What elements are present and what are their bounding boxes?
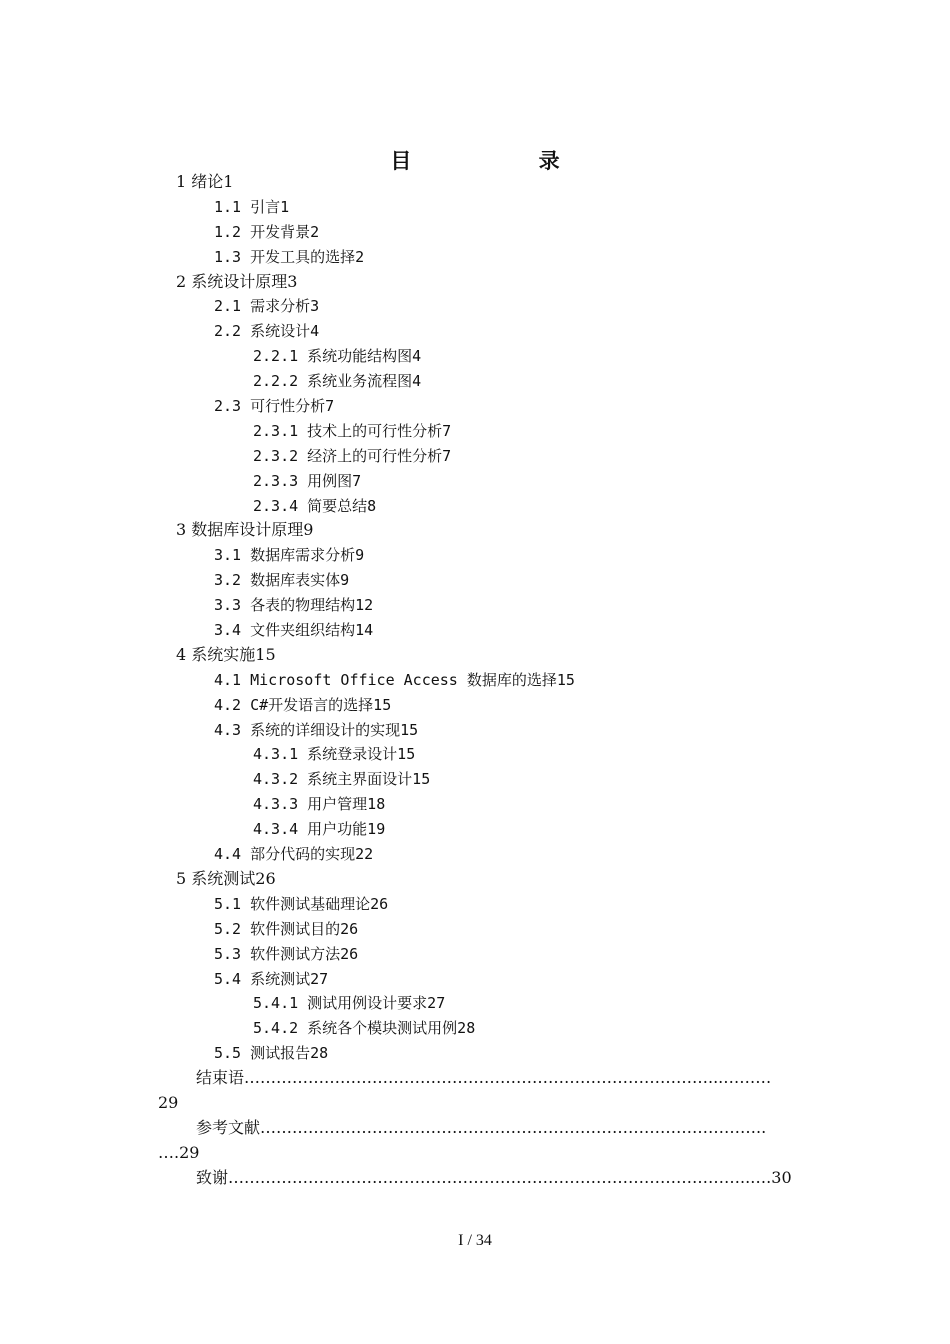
toc-entry[interactable]: 1 绪论1 <box>176 172 234 191</box>
toc-entry[interactable]: 5 系统测试26 <box>176 868 276 888</box>
toc-entry[interactable]: 4.3.3 用户管理18 <box>253 795 386 814</box>
toc-entry[interactable]: 5.5 测试报告28 <box>214 1044 329 1063</box>
toc-entry[interactable]: 4.2 C#开发语言的选择15 <box>214 695 392 714</box>
toc-entry[interactable]: 4.3.2 系统主界面设计15 <box>253 770 431 789</box>
toc-entry[interactable]: 2.1 需求分析3 <box>214 297 320 316</box>
toc-entry[interactable]: 2.3 可行性分析7 <box>214 397 335 416</box>
toc-entry[interactable]: 2.2 系统设计4 <box>214 322 320 341</box>
toc-entry[interactable]: 1.1 引言1 <box>214 197 290 216</box>
toc-entry[interactable]: 参考文献………………………………………………………………………………….. <box>196 1117 767 1137</box>
toc-entry[interactable]: 5.4 系统测试27 <box>214 969 329 988</box>
toc-entry[interactable]: 4.1 Microsoft Office Access 数据库的选择15 <box>214 670 575 689</box>
toc-entry[interactable]: 3.4 文件夹组织结构14 <box>214 621 374 640</box>
page-title: 目 录 <box>390 149 620 173</box>
toc-entry[interactable]: 2.2.2 系统业务流程图4 <box>253 372 422 391</box>
toc-entry[interactable]: 4.4 部分代码的实现22 <box>214 845 374 864</box>
toc-entry[interactable]: 1.3 开发工具的选择2 <box>214 247 365 266</box>
toc-entry[interactable]: 5.1 软件测试基础理论26 <box>214 894 389 913</box>
toc-entry[interactable]: 4 系统实施15 <box>176 644 276 664</box>
page-number: I / 34 <box>458 1232 492 1249</box>
toc-entry[interactable]: 5.4.1 测试用例设计要求27 <box>253 994 446 1013</box>
toc-entry[interactable]: 2.3.3 用例图7 <box>253 471 362 490</box>
toc-entry-page: 29 <box>158 1092 179 1112</box>
toc-entry[interactable]: 4.3 系统的详细设计的实现15 <box>214 720 419 739</box>
toc-entry[interactable]: 5.4.2 系统各个模块测试用例28 <box>253 1019 476 1038</box>
toc-entry[interactable]: 致谢……………………………………………………………………………………..….30 <box>196 1167 792 1187</box>
toc-entry[interactable]: 2.3.4 简要总结8 <box>253 496 377 515</box>
toc-entry-page: ….29 <box>158 1142 200 1162</box>
toc-entry[interactable]: 3 数据库设计原理9 <box>176 520 314 540</box>
toc-entry[interactable]: 4.3.4 用户功能19 <box>253 820 386 839</box>
table-of-contents <box>0 170 950 1191</box>
toc-entry[interactable]: 2.3.2 经济上的可行性分析7 <box>253 446 452 465</box>
toc-entry[interactable]: 3.1 数据库需求分析9 <box>214 546 365 565</box>
toc-entry[interactable]: 2 系统设计原理3 <box>176 271 298 291</box>
toc-entry[interactable]: 1.2 开发背景2 <box>214 222 320 241</box>
toc-entry[interactable]: 结束语……………………………………………………………………………...……… <box>196 1068 772 1088</box>
toc-entry[interactable]: 5.3 软件测试方法26 <box>214 944 359 963</box>
toc-entry[interactable]: 3.2 数据库表实体9 <box>214 571 350 590</box>
toc-entry[interactable]: 3.3 各表的物理结构12 <box>214 596 374 615</box>
toc-entry[interactable]: 2.2.1 系统功能结构图4 <box>253 347 422 366</box>
toc-entry[interactable]: 5.2 软件测试目的26 <box>214 919 359 938</box>
toc-entry[interactable]: 4.3.1 系统登录设计15 <box>253 745 416 764</box>
toc-entry[interactable]: 2.3.1 技术上的可行性分析7 <box>253 421 452 440</box>
